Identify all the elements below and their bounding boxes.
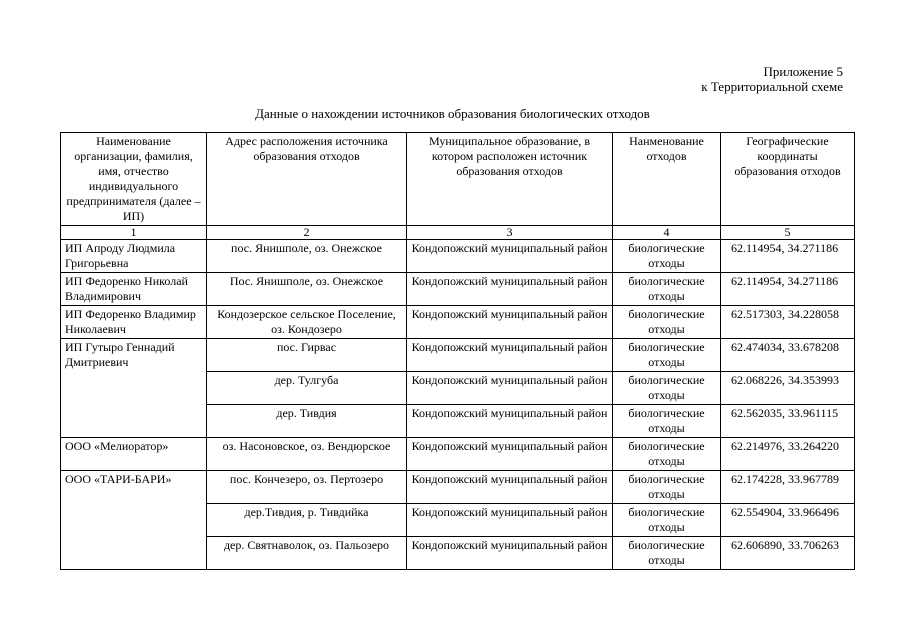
table-row xyxy=(61,438,855,471)
cell-address: дер. Святнаволок, оз. Пальозеро xyxy=(207,537,407,570)
cell-address: дер. Тивдия xyxy=(207,405,407,438)
cell-coordinates: 62.562035, 33.961115 xyxy=(721,405,855,438)
cell-coordinates: 62.554904, 33.966496 xyxy=(721,504,855,537)
cell-municipality: Кондопожский муниципальный район xyxy=(407,273,613,306)
table-row xyxy=(61,273,855,306)
cell-waste-name: биологические отходы xyxy=(613,240,721,273)
cell-municipality: Кондопожский муниципальный район xyxy=(407,537,613,570)
cell-coordinates: 62.517303, 34.228058 xyxy=(721,306,855,339)
cell-coordinates: 62.214976, 33.264220 xyxy=(721,438,855,471)
cell-coordinates: 62.606890, 33.706263 xyxy=(721,537,855,570)
column-number: 5 xyxy=(721,226,855,240)
cell-municipality: Кондопожский муниципальный район xyxy=(407,306,613,339)
table-header-row xyxy=(61,133,855,226)
appendix-number: Приложение 5 xyxy=(763,64,843,79)
table-row xyxy=(61,471,855,504)
cell-waste-name: биологические отходы xyxy=(613,339,721,372)
cell-municipality: Кондопожский муниципальный район xyxy=(407,372,613,405)
cell-address: оз. Насоновское, оз. Вендюрское xyxy=(207,438,407,471)
table-row xyxy=(61,240,855,273)
header-coordinates: Географические координаты образования отходов xyxy=(721,133,855,226)
cell-organization: ИП Федоренко Владимир Николаевич xyxy=(61,306,207,339)
cell-municipality: Кондопожский муниципальный район xyxy=(407,471,613,504)
cell-municipality: Кондопожский муниципальный район xyxy=(407,240,613,273)
column-number: 1 xyxy=(61,226,207,240)
appendix-reference: к Территориальной схеме xyxy=(701,79,843,94)
column-number: 4 xyxy=(613,226,721,240)
header-address: Адрес расположения источника образования отходов xyxy=(207,133,407,226)
column-number: 3 xyxy=(407,226,613,240)
cell-municipality: Кондопожский муниципальный район xyxy=(407,438,613,471)
cell-waste-name: биологические отходы xyxy=(613,438,721,471)
cell-waste-name: биологические отходы xyxy=(613,405,721,438)
column-number: 2 xyxy=(207,226,407,240)
cell-organization: ИП Федоренко Николай Владимирович xyxy=(61,273,207,306)
cell-waste-name: биологические отходы xyxy=(613,372,721,405)
cell-address: Пос. Янишполе, оз. Онежское xyxy=(207,273,407,306)
document-title: Данные о нахождении источников образования биологических отходов xyxy=(255,106,650,121)
cell-address: Кондозерское сельское Поселение, оз. Кондозеро xyxy=(207,306,407,339)
cell-waste-name: биологические отходы xyxy=(613,273,721,306)
cell-organization: ООО «ТАРИ-БАРИ» xyxy=(61,471,207,570)
cell-coordinates: 62.174228, 33.967789 xyxy=(721,471,855,504)
header-organization: Наименование организации, фамилия, имя, отчество индивидуального предпринимателя (далее – ИП) xyxy=(61,133,207,226)
table-row xyxy=(61,339,855,372)
cell-waste-name: биологические отходы xyxy=(613,471,721,504)
cell-coordinates: 62.114954, 34.271186 xyxy=(721,273,855,306)
column-number-row xyxy=(61,226,855,240)
cell-address: пос. Янишполе, оз. Онежское xyxy=(207,240,407,273)
cell-coordinates: 62.068226, 34.353993 xyxy=(721,372,855,405)
cell-address: пос. Гирвас xyxy=(207,339,407,372)
cell-municipality: Кондопожский муниципальный район xyxy=(407,405,613,438)
cell-waste-name: биологические отходы xyxy=(613,504,721,537)
cell-waste-name: биологические отходы xyxy=(613,537,721,570)
cell-organization: ИП Гутыро Геннадий Дмитриевич xyxy=(61,339,207,438)
header-municipality: Муниципальное образование, в котором расположен источник образования отходов xyxy=(407,133,613,226)
table-body xyxy=(61,226,855,570)
cell-coordinates: 62.114954, 34.271186 xyxy=(721,240,855,273)
biowaste-sources-table xyxy=(60,132,855,570)
cell-waste-name: биологические отходы xyxy=(613,306,721,339)
table-row xyxy=(61,306,855,339)
cell-address: пос. Кончезеро, оз. Пертозеро xyxy=(207,471,407,504)
cell-address: дер. Тулгуба xyxy=(207,372,407,405)
header-waste-name: Нанменование отходов xyxy=(613,133,721,226)
cell-municipality: Кондопожский муниципальный район xyxy=(407,339,613,372)
cell-organization: ООО «Мелиоратор» xyxy=(61,438,207,471)
cell-coordinates: 62.474034, 33.678208 xyxy=(721,339,855,372)
appendix-header xyxy=(701,64,843,94)
cell-organization: ИП Апроду Людмила Григорьевна xyxy=(61,240,207,273)
cell-address: дер.Тивдия, р. Тивдийка xyxy=(207,504,407,537)
cell-municipality: Кондопожский муниципальный район xyxy=(407,504,613,537)
